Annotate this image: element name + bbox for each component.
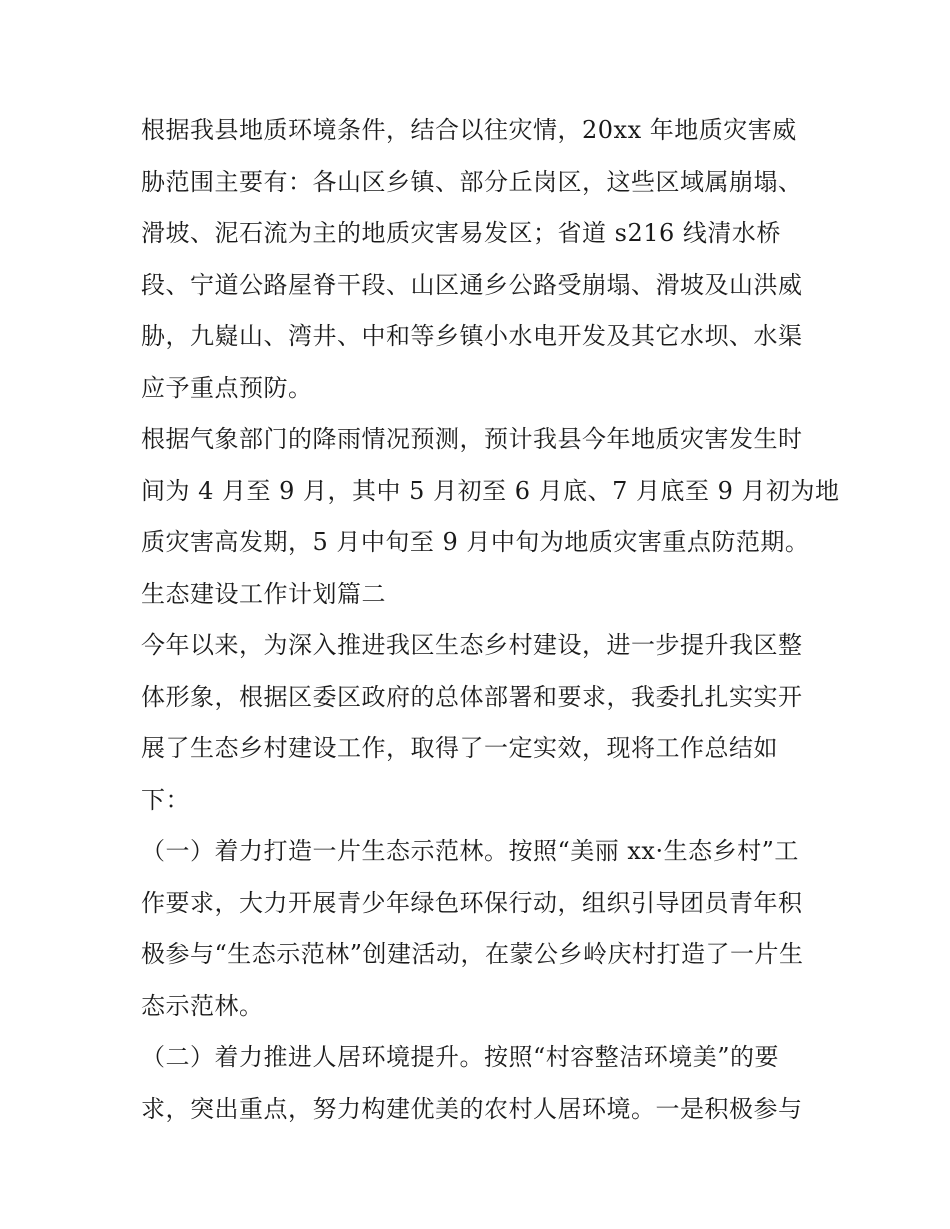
text-line: 态示范林。 (141, 991, 264, 1020)
text-line: 质灾害高发期，5 月中旬至 9 月中旬为地质灾害重点防范期。 (141, 528, 810, 556)
section-heading: 生态建设工作计划篇二 (141, 579, 386, 608)
text-line: 下： (141, 785, 190, 814)
text-line: （一）着力打造一片生态示范林。按照“美丽 xx·生态乡村”工 (141, 837, 799, 865)
text-line: 应予重点预防。 (141, 373, 313, 402)
text-line: （二）着力推进人居环境提升。按照“村容整洁环境美”的要 (141, 1043, 780, 1071)
text-line: 求，突出重点，努力构建优美的农村人居环境。一是积极参与 (141, 1094, 803, 1123)
text-line: 展了生态乡村建设工作，取得了一定实效，现将工作总结如 (141, 734, 778, 762)
text-line: 根据气象部门的降雨情况预测，预计我县今年地质灾害发生时 (141, 425, 803, 453)
text-line: 滑坡、泥石流为主的地质灾害易发区；省道 s216 线清水桥 (141, 219, 781, 247)
text-line: 胁，九嶷山、湾井、中和等乡镇小水电开发及其它水坝、水渠 (141, 322, 803, 350)
text-line: 极参与“生态示范林”创建活动，在蒙公乡岭庆村打造了一片生 (141, 940, 804, 968)
document-body (141, 105, 840, 1135)
text-line: 根据我县地质环境条件，结合以往灾情，20xx 年地质灾害威 (141, 116, 797, 144)
text-line: 胁范围主要有：各山区乡镇、部分丘岗区，这些区域属崩塌、 (141, 167, 803, 196)
text-line: 作要求，大力开展青少年绿色环保行动，组织引导团员青年积 (141, 888, 803, 917)
text-line: 段、宁道公路屋脊干段、山区通乡公路受崩塌、滑坡及山洪威 (141, 270, 803, 299)
text-line: 体形象，根据区委区政府的总体部署和要求，我委扎扎实实开 (141, 682, 803, 711)
text-line: 间为 4 月至 9 月，其中 5 月初至 6 月底、7 月底至 9 月初为地 (141, 476, 840, 505)
text-line: 今年以来，为深入推进我区生态乡村建设，进一步提升我区整 (141, 631, 803, 659)
